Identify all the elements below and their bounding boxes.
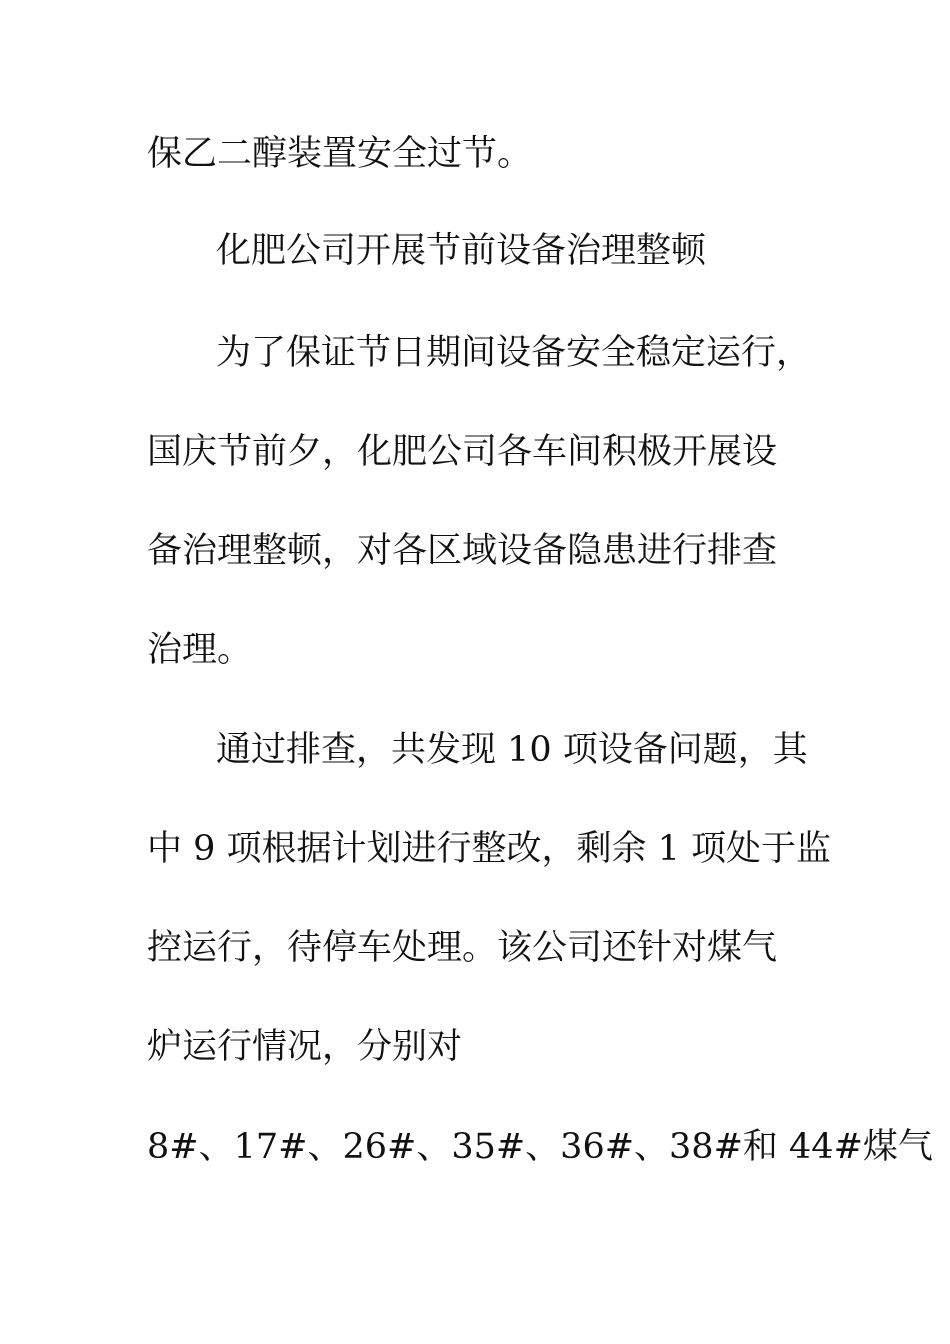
text-line: 中 9 项根据计划进行整改，剩余 1 项处于监 (147, 829, 832, 869)
text-line: 炉运行情况，分别对 (147, 1027, 463, 1067)
text-line: 备治理整顿，对各区域设备隐患进行排查 (147, 531, 778, 571)
section-heading: 化肥公司开展节前设备治理整顿 (216, 231, 707, 271)
text-line: 治理。 (147, 630, 253, 670)
text-line: 为了保证节日期间设备安全稳定运行， (216, 333, 812, 373)
text-line: 国庆节前夕，化肥公司各车间积极开展设 (147, 432, 778, 472)
text-line: 8#、17#、26#、35#、36#、38#和 44#煤气 (147, 1127, 933, 1167)
text-line: 控运行，待停车处理。该公司还针对煤气 (147, 928, 778, 968)
text-line: 通过排查，共发现 10 项设备问题，其 (216, 730, 808, 770)
text-line: 保乙二醇装置安全过节。 (147, 134, 533, 174)
